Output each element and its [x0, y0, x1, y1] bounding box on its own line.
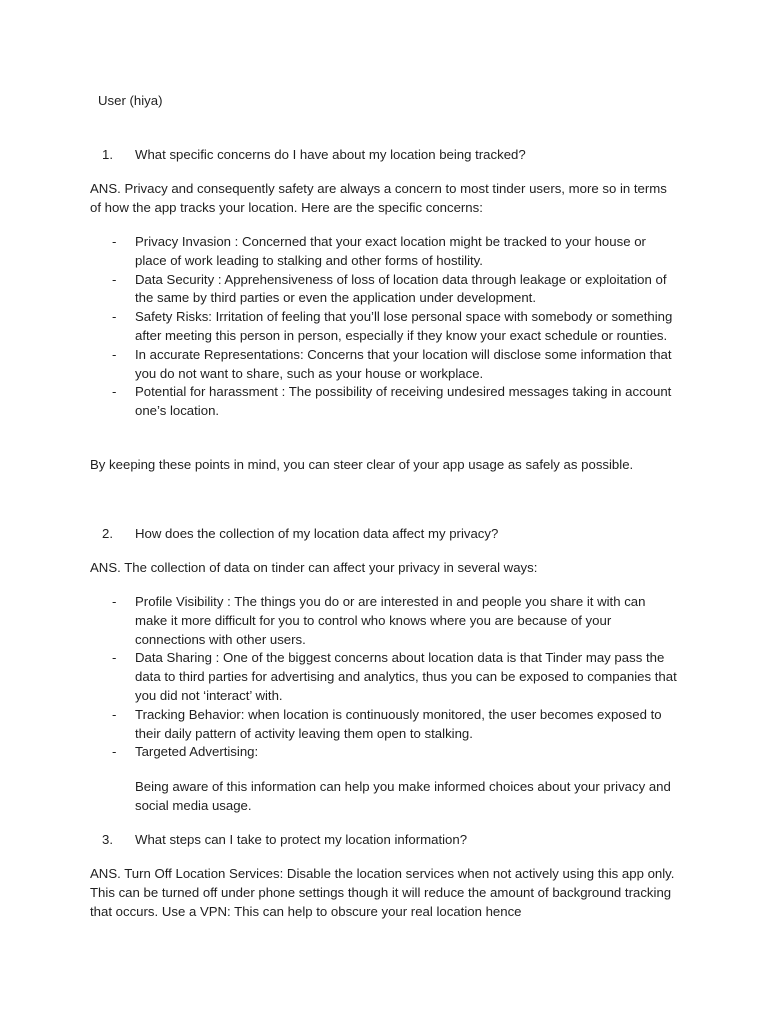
question-number: 3.: [102, 832, 113, 847]
bullet-dash: -: [112, 234, 117, 249]
answer-3-intro: ANS. Turn Off Location Services: Disable the location services when not actively using this app only. This can be turned off under phone settings though it will reduce the amount of background tracking that occurs. Use a VPN: This can help to obscure your real location hence: [90, 866, 675, 919]
list-item: - Data Sharing : One of the biggest concerns about location data is that Tinder may pass the data to third parties for advertising and analytics, thus you can be exposed to companies that you did not ‘interact’ with.: [112, 650, 677, 703]
bullet-dash: -: [112, 706, 117, 722]
user-label: User (hiya): [98, 93, 163, 108]
list-item: - In accurate Representations: Concerns that your location will disclose some information that you do not want to share, such as your house or workplace.: [112, 346, 672, 381]
list-item: - Tracking Behavior: when location is continuously monitored, the user becomes exposed to their daily pattern of activity leaving them open to stalking.: [112, 706, 662, 741]
bullet-dash: -: [112, 744, 117, 760]
concerns-list: [0, 233, 768, 421]
bullet-dash: -: [112, 309, 117, 325]
question-number: 2.: [102, 526, 113, 541]
answer-1-intro: ANS. Privacy and consequently safety are always a concern to most tinder users, more so in terms of how the app tracks your location. Here are the specific concerns:: [90, 181, 667, 215]
answer-2-conclusion: Being aware of this information can help you make informed choices about your privacy and social media usage.: [135, 779, 671, 813]
question-number: 1.: [102, 147, 113, 162]
answer-2-intro: ANS. The collection of data on tinder can affect your privacy in several ways:: [90, 560, 538, 575]
bullet-dash: -: [112, 346, 117, 362]
bullet-dash: -: [112, 384, 117, 400]
question-text: What specific concerns do I have about my location being tracked?: [135, 147, 526, 162]
bullet-dash: -: [112, 594, 117, 609]
answer-1-conclusion: By keeping these points in mind, you can steer clear of your app usage as safely as possible.: [90, 457, 634, 472]
question-text: What steps can I take to protect my location information?: [135, 832, 468, 847]
question-text: How does the collection of my location data affect my privacy?: [135, 526, 499, 541]
list-item: - Privacy Invasion : Concerned that your exact location might be tracked to your house or place of work leading to stalking and other forms of hostility.: [112, 234, 646, 268]
bullet-dash: -: [112, 650, 117, 666]
bullet-dash: -: [112, 271, 117, 287]
list-item: - Data Security : Apprehensiveness of loss of location data through leakage or exploitation of the same by third parties or even the application under development.: [112, 271, 667, 306]
list-item: - Potential for harassment : The possibility of receiving undesired messages taking in account one’s location.: [112, 384, 672, 419]
list-item: - Targeted Advertising:: [0, 743, 680, 762]
list-item: - Profile Visibility : The things you do or are interested in and people you share it with can make it more difficult for you to control who knows where you are because of your connections with other users.: [112, 594, 646, 647]
privacy-effects-list: [0, 593, 768, 762]
list-item: - Safety Risks: Irritation of feeling that you’ll lose personal space with somebody or something after meeting this person in person, especially if they know your exact schedule or rounties.: [112, 309, 673, 343]
